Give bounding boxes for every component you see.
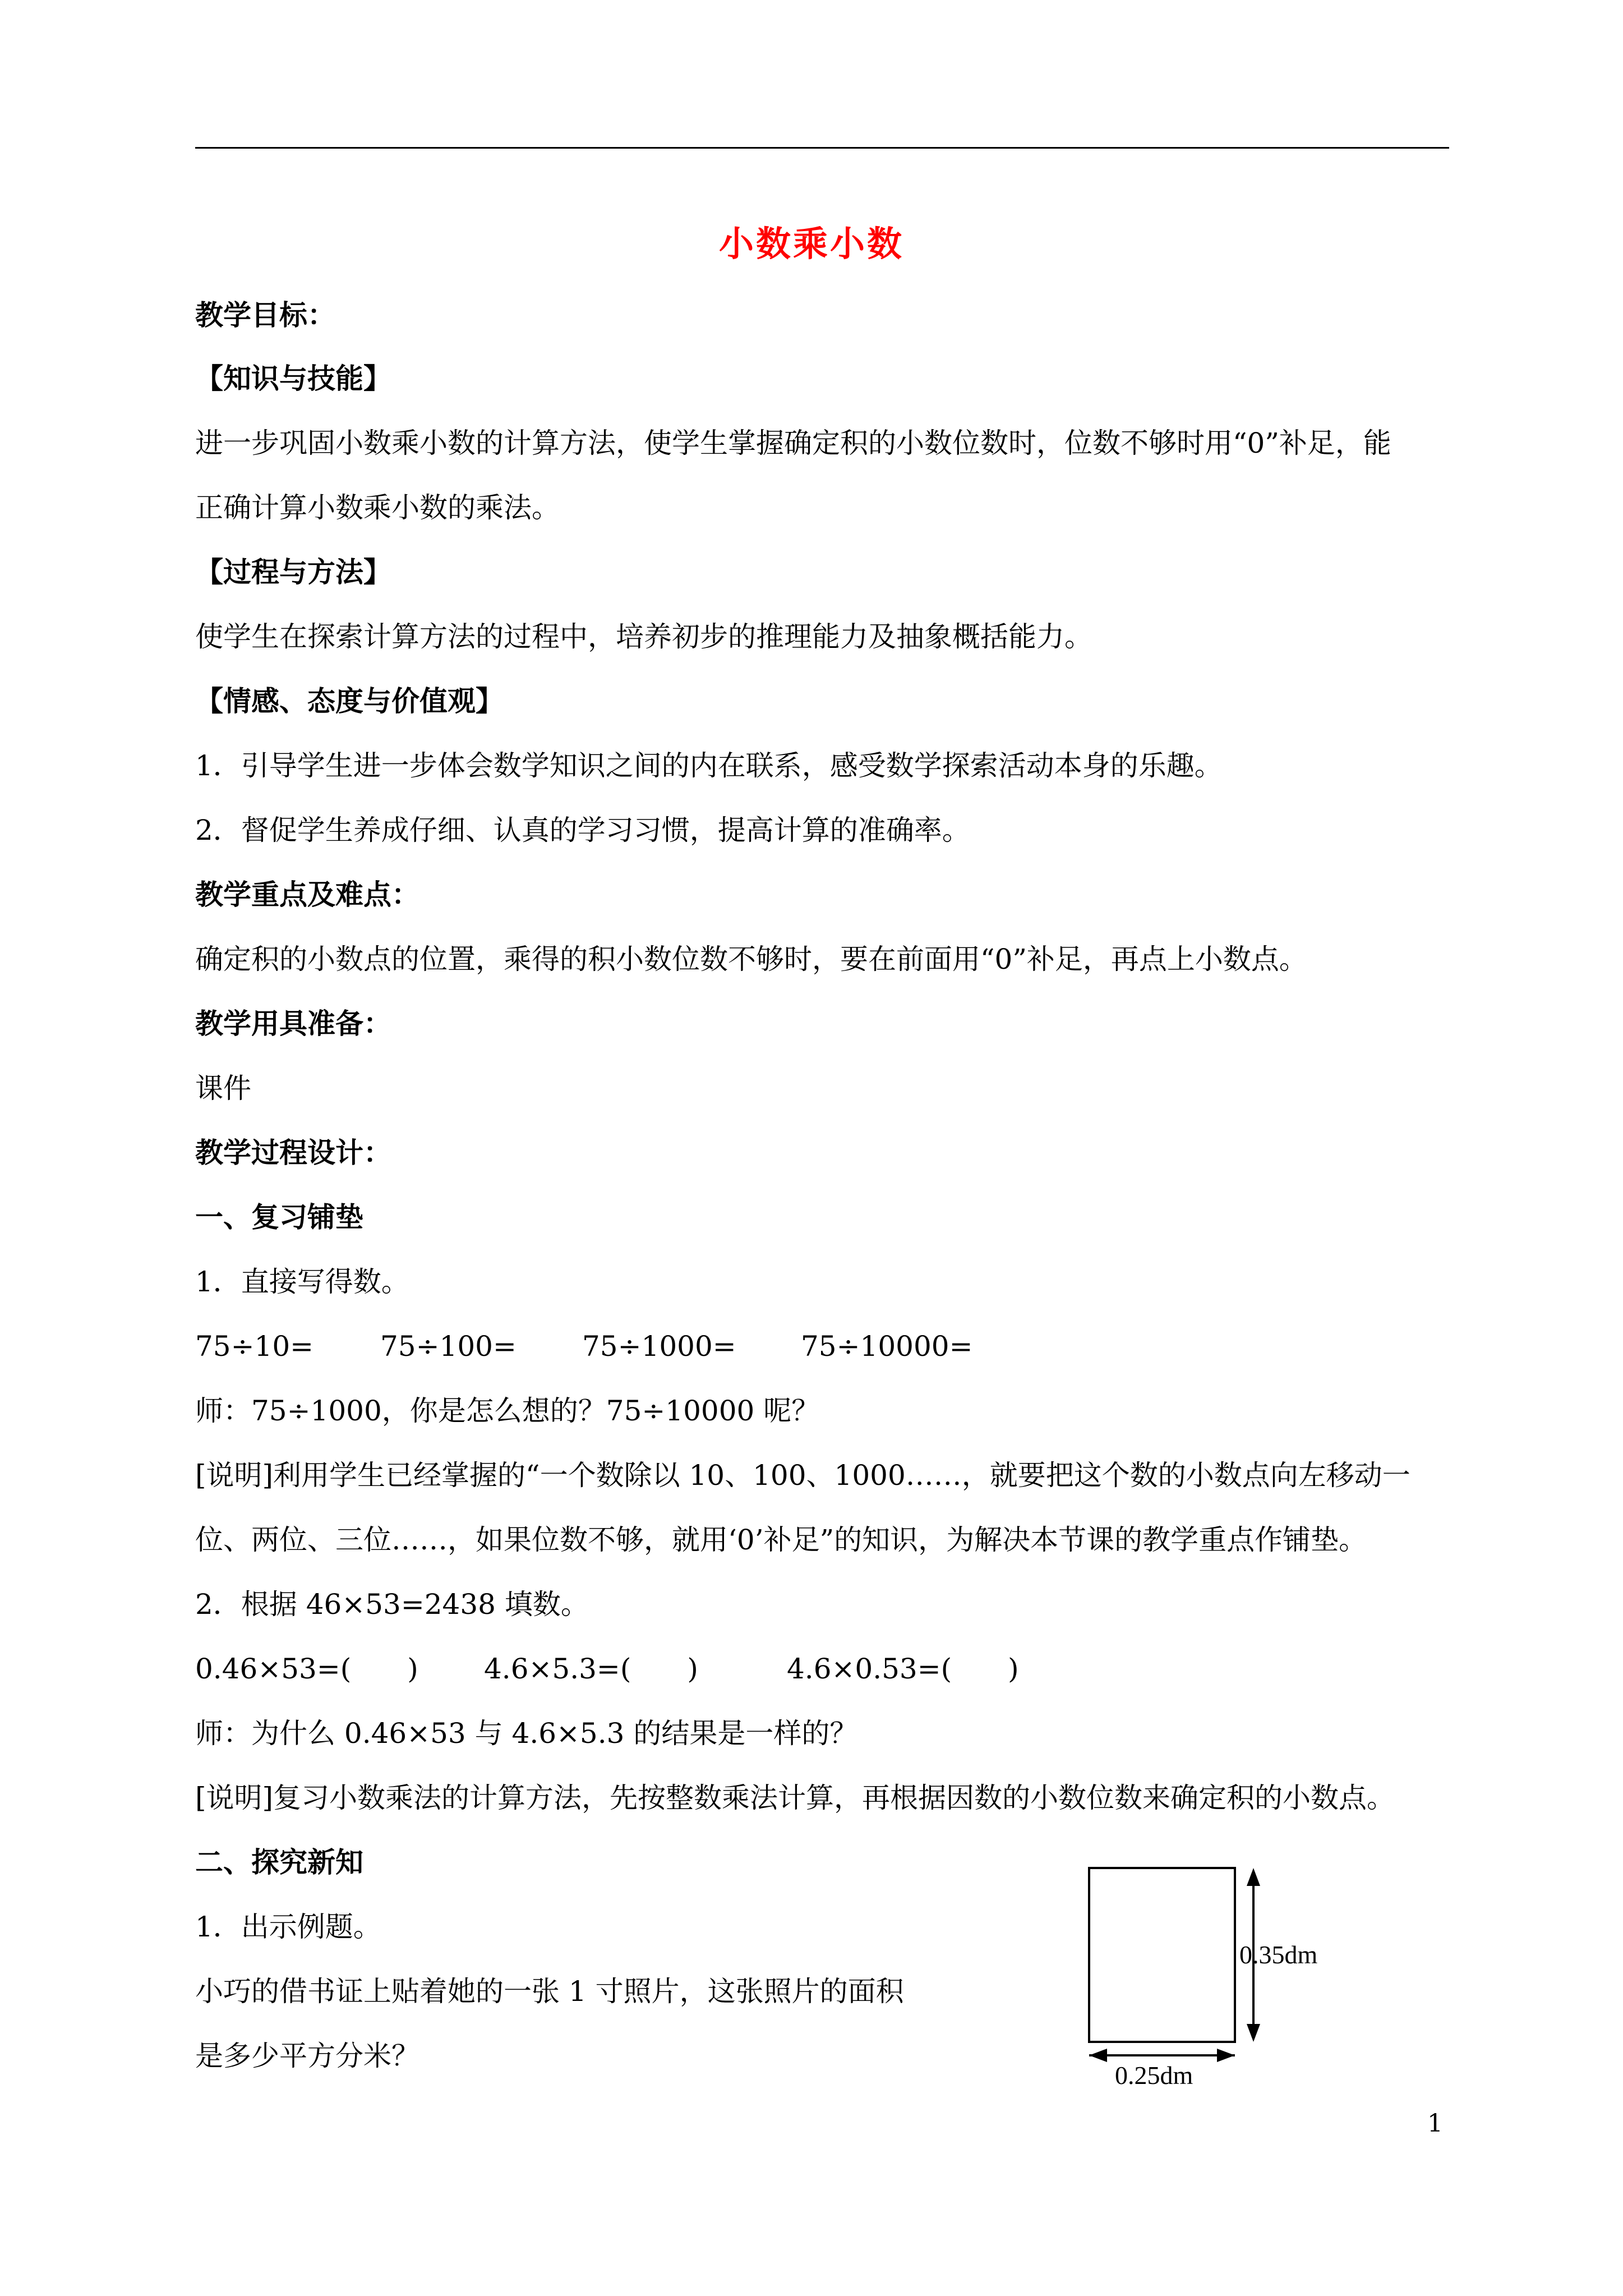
emotion-item-1: 1．引导学生进一步体会数学知识之间的内在联系，感受数学探索活动本身的乐趣。 <box>195 749 1223 782</box>
key-text: 确定积的小数点的位置，乘得的积小数位数不够时，要在前面用“0”补足，再点上小数点。 <box>195 943 1307 976</box>
process-text: 使学生在探索计算方法的过程中，培养初步的推理能力及抽象概括能力。 <box>195 620 1092 653</box>
page-title: 小数乘小数 <box>718 223 904 264</box>
note-1-line-2: 位、两位、三位……，如果位数不够，就用‘0’补足”的知识，为解决本节课的教学重点作铺垫。 <box>195 1524 1367 1556</box>
goals-heading: 教学目标： <box>195 298 335 332</box>
question-2-items <box>195 1652 1019 1686</box>
photo-rectangle <box>1089 1868 1235 2042</box>
q1-item: 75÷10= <box>195 1330 314 1363</box>
width-label: 0.25dm <box>1115 2061 1193 2087</box>
question-2: 2．根据 46×53=2438 填数。 <box>195 1588 589 1621</box>
teacher-line-2: 师：为什么 0.46×53 与 4.6×5.3 的结果是一样的？ <box>195 1717 858 1750</box>
q2-item: 0.46×53=( ) <box>195 1653 418 1685</box>
height-label: 0.35dm <box>1239 1940 1318 1969</box>
teacher-line-1: 师：75÷1000，你是怎么想的？75÷10000 呢？ <box>195 1395 820 1427</box>
example-label: 1．出示例题。 <box>195 1911 381 1943</box>
knowledge-heading: 【知识与技能】 <box>195 362 391 395</box>
question-1: 1．直接写得数。 <box>195 1266 409 1298</box>
part2-heading: 二、探究新知 <box>195 1846 363 1879</box>
key-heading: 教学重点及难点： <box>195 878 419 911</box>
process-heading: 【过程与方法】 <box>195 555 391 588</box>
knowledge-text-line-2: 正确计算小数乘小数的乘法。 <box>195 491 560 524</box>
part1-heading: 一、复习铺垫 <box>195 1200 363 1234</box>
q2-item: 4.6×5.3=( ) <box>484 1653 698 1685</box>
emotion-heading: 【情感、态度与价值观】 <box>195 684 504 717</box>
header-rule <box>195 147 1449 149</box>
tools-heading: 教学用具准备： <box>195 1007 391 1040</box>
width-arrow-right <box>1217 2049 1235 2062</box>
question-1-items <box>195 1329 972 1363</box>
q2-item: 4.6×0.53=( ) <box>787 1653 1019 1685</box>
emotion-item-2: 2．督促学生养成仔细、认真的学习习惯，提高计算的准确率。 <box>195 814 970 846</box>
knowledge-text-line-1: 进一步巩固小数乘小数的计算方法，使学生掌握确定积的小数位数时，位数不够时用“0”补足，能 <box>195 427 1391 459</box>
design-heading: 教学过程设计： <box>195 1136 391 1169</box>
example-question-line-1: 小巧的借书证上贴着她的一张 1 寸照片，这张照片的面积 <box>195 1975 904 2008</box>
tools-text: 课件 <box>195 1072 251 1105</box>
width-arrow-left <box>1089 2049 1107 2062</box>
height-arrow-top <box>1247 1868 1260 1886</box>
page-number: 1 <box>1427 2109 1443 2138</box>
example-question-line-2: 是多少平方分米？ <box>195 2040 419 2072</box>
note-1-line-1: [说明]利用学生已经掌握的“一个数除以 10、100、1000……，就要把这个数的小数点向左移动一 <box>195 1459 1410 1492</box>
q1-item: 75÷1000= <box>582 1330 736 1363</box>
height-arrow-bottom <box>1247 2024 1260 2042</box>
photo-dimension-diagram <box>1066 1851 1380 2087</box>
q1-item: 75÷100= <box>380 1330 517 1363</box>
note-2: [说明]复习小数乘法的计算方法，先按整数乘法计算，再根据因数的小数位数来确定积的小数点。 <box>195 1782 1395 1814</box>
q1-item: 75÷10000= <box>801 1330 973 1363</box>
